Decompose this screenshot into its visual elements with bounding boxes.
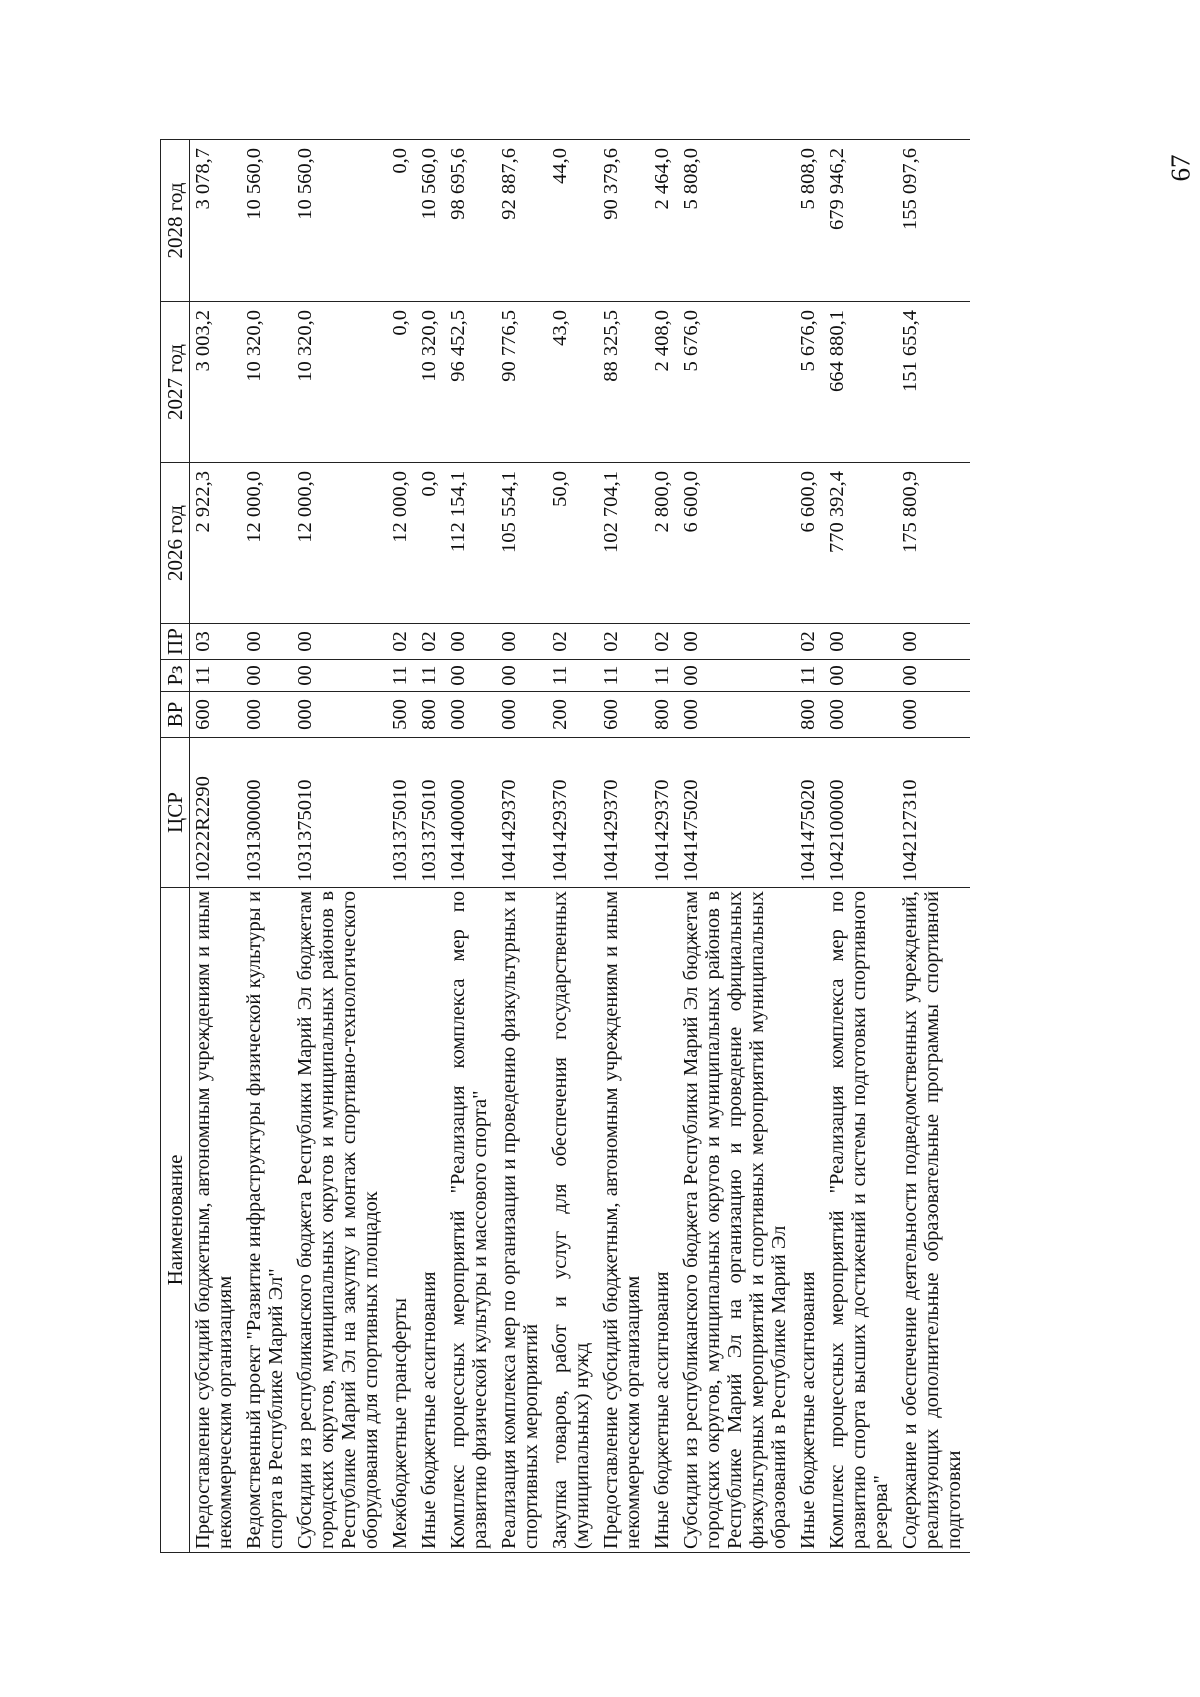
header-2028: 2028 год bbox=[161, 140, 190, 302]
row-2026: 0,0 bbox=[416, 463, 445, 624]
table-row bbox=[387, 140, 416, 1553]
row-csr: 1031375010 bbox=[416, 738, 445, 888]
row-csr: 1041475020 bbox=[678, 738, 795, 888]
row-name: Межбюджетные трансферты bbox=[387, 888, 416, 1553]
row-2026: 2 800,0 bbox=[649, 463, 678, 624]
table-row bbox=[416, 140, 445, 1553]
row-pr: 03 bbox=[190, 624, 242, 660]
row-2028: 90 379,6 bbox=[598, 140, 649, 302]
row-2028: 10 560,0 bbox=[241, 140, 292, 302]
row-2026: 12 000,0 bbox=[387, 463, 416, 624]
row-pr: 02 bbox=[547, 624, 598, 660]
row-pr: 00 bbox=[241, 624, 292, 660]
table-header bbox=[161, 140, 190, 1553]
row-name: Ведомственный проект "Развитие инфраструктуры физической культуры и спорта в Республике Марий Эл" bbox=[241, 888, 292, 1553]
row-2027: 90 776,5 bbox=[496, 302, 547, 463]
table-body bbox=[190, 140, 971, 1553]
row-pr: 00 bbox=[496, 624, 547, 660]
row-vr: 200 bbox=[547, 692, 598, 738]
row-vr: 000 bbox=[824, 692, 897, 738]
page-number: 67 bbox=[1165, 154, 1196, 182]
row-2027: 5 676,0 bbox=[795, 302, 824, 463]
row-2026: 112 154,1 bbox=[445, 463, 496, 624]
row-name: Иные бюджетные ассигнования bbox=[795, 888, 824, 1553]
row-2028: 10 560,0 bbox=[416, 140, 445, 302]
row-2027: 43,0 bbox=[547, 302, 598, 463]
row-csr: 10222R2290 bbox=[190, 738, 242, 888]
row-pr: 02 bbox=[598, 624, 649, 660]
row-2026: 50,0 bbox=[547, 463, 598, 624]
row-vr: 600 bbox=[190, 692, 242, 738]
row-rz: 11 bbox=[387, 660, 416, 692]
row-2027: 151 655,4 bbox=[897, 302, 970, 463]
rotated-page bbox=[160, 140, 970, 1553]
row-rz: 00 bbox=[678, 660, 795, 692]
row-2026: 105 554,1 bbox=[496, 463, 547, 624]
table-row bbox=[547, 140, 598, 1553]
row-pr: 00 bbox=[824, 624, 897, 660]
row-2026: 102 704,1 bbox=[598, 463, 649, 624]
table-row bbox=[649, 140, 678, 1553]
row-2027: 88 325,5 bbox=[598, 302, 649, 463]
row-pr: 02 bbox=[649, 624, 678, 660]
row-name: Иные бюджетные ассигнования bbox=[416, 888, 445, 1553]
row-2026: 12 000,0 bbox=[241, 463, 292, 624]
row-csr: 1041429370 bbox=[547, 738, 598, 888]
table-row bbox=[795, 140, 824, 1553]
budget-table bbox=[160, 139, 970, 1553]
row-name: Субсидии из республиканского бюджета Республики Марий Эл бюджетам городских округов, муниципальных округов и муниципальных районов в Республике Марий Эл на организацию и проведение официальных физкультурных мероприятий и спортивных мероприятий муниципальных образований в Республике Марий Эл bbox=[678, 888, 795, 1553]
row-name: Иные бюджетные ассигнования bbox=[649, 888, 678, 1553]
row-vr: 600 bbox=[598, 692, 649, 738]
row-2026: 770 392,4 bbox=[824, 463, 897, 624]
header-vr: ВР bbox=[161, 692, 190, 738]
row-name: Предоставление субсидий бюджетным, автономным учреждениям и иным некоммерческим организациям bbox=[190, 888, 242, 1553]
row-pr: 02 bbox=[387, 624, 416, 660]
row-csr: 1031375010 bbox=[387, 738, 416, 888]
row-2027: 2 408,0 bbox=[649, 302, 678, 463]
row-name: Реализация комплекса мер по организации и проведению физкультурных и спортивных мероприятий bbox=[496, 888, 547, 1553]
row-2028: 679 946,2 bbox=[824, 140, 897, 302]
row-csr: 1031300000 bbox=[241, 738, 292, 888]
table-row bbox=[598, 140, 649, 1553]
row-csr: 1041400000 bbox=[445, 738, 496, 888]
row-vr: 000 bbox=[897, 692, 970, 738]
row-2028: 2 464,0 bbox=[649, 140, 678, 302]
row-vr: 800 bbox=[416, 692, 445, 738]
row-rz: 00 bbox=[241, 660, 292, 692]
row-rz: 00 bbox=[897, 660, 970, 692]
row-2028: 155 097,6 bbox=[897, 140, 970, 302]
row-rz: 00 bbox=[496, 660, 547, 692]
row-2028: 5 808,0 bbox=[795, 140, 824, 302]
table-row bbox=[292, 140, 387, 1553]
header-2027: 2027 год bbox=[161, 302, 190, 463]
header-name: Наименование bbox=[161, 888, 190, 1553]
row-csr: 1041475020 bbox=[795, 738, 824, 888]
table-row bbox=[897, 140, 970, 1553]
row-name: Комплекс процессных мероприятий "Реализация комплекса мер по развитию спорта высших достижений и системы подготовки спортивного резерва" bbox=[824, 888, 897, 1553]
row-2026: 2 922,3 bbox=[190, 463, 242, 624]
row-2027: 3 003,2 bbox=[190, 302, 242, 463]
header-pr: ПР bbox=[161, 624, 190, 660]
row-rz: 00 bbox=[292, 660, 387, 692]
row-2027: 0,0 bbox=[387, 302, 416, 463]
row-rz: 00 bbox=[824, 660, 897, 692]
row-vr: 000 bbox=[496, 692, 547, 738]
row-name: Субсидии из республиканского бюджета Республики Марий Эл бюджетам городских округов, муниципальных округов и муниципальных районов в Республике Марий Эл на закупку и монтаж спортивно-технологического оборудования для спортивных площадок bbox=[292, 888, 387, 1553]
table-row bbox=[445, 140, 496, 1553]
row-pr: 00 bbox=[897, 624, 970, 660]
row-name: Предоставление субсидий бюджетным, автономным учреждениям и иным некоммерческим организациям bbox=[598, 888, 649, 1553]
row-vr: 800 bbox=[649, 692, 678, 738]
row-2027: 664 880,1 bbox=[824, 302, 897, 463]
row-vr: 800 bbox=[795, 692, 824, 738]
row-2026: 12 000,0 bbox=[292, 463, 387, 624]
row-name: Комплекс процессных мероприятий "Реализация комплекса мер по развитию физической культуры и массового спорта" bbox=[445, 888, 496, 1553]
table-row bbox=[190, 140, 242, 1553]
row-2026: 6 600,0 bbox=[795, 463, 824, 624]
row-pr: 02 bbox=[416, 624, 445, 660]
row-2028: 92 887,6 bbox=[496, 140, 547, 302]
row-2026: 6 600,0 bbox=[678, 463, 795, 624]
row-2028: 3 078,7 bbox=[190, 140, 242, 302]
table-row bbox=[678, 140, 795, 1553]
row-rz: 11 bbox=[649, 660, 678, 692]
row-pr: 02 bbox=[795, 624, 824, 660]
row-2028: 0,0 bbox=[387, 140, 416, 302]
table-row bbox=[241, 140, 292, 1553]
row-csr: 1041429370 bbox=[496, 738, 547, 888]
row-pr: 00 bbox=[292, 624, 387, 660]
row-2026: 175 800,9 bbox=[897, 463, 970, 624]
table-row bbox=[496, 140, 547, 1553]
row-rz: 00 bbox=[445, 660, 496, 692]
row-vr: 000 bbox=[445, 692, 496, 738]
row-2027: 5 676,0 bbox=[678, 302, 795, 463]
row-2028: 10 560,0 bbox=[292, 140, 387, 302]
row-name: Содержание и обеспечение деятельности подведомственных учреждений, реализующих дополнительные образовательные программы спортивной подготовки bbox=[897, 888, 970, 1553]
row-2027: 96 452,5 bbox=[445, 302, 496, 463]
header-csr: ЦСР bbox=[161, 738, 190, 888]
row-csr: 1042127310 bbox=[897, 738, 970, 888]
row-csr: 1041429370 bbox=[598, 738, 649, 888]
row-csr: 1041429370 bbox=[649, 738, 678, 888]
row-2028: 44,0 bbox=[547, 140, 598, 302]
row-2028: 98 695,6 bbox=[445, 140, 496, 302]
row-2028: 5 808,0 bbox=[678, 140, 795, 302]
row-2027: 10 320,0 bbox=[292, 302, 387, 463]
table-row bbox=[824, 140, 897, 1553]
header-2026: 2026 год bbox=[161, 463, 190, 624]
header-rz: Рз bbox=[161, 660, 190, 692]
row-2027: 10 320,0 bbox=[241, 302, 292, 463]
row-vr: 000 bbox=[678, 692, 795, 738]
row-rz: 11 bbox=[795, 660, 824, 692]
row-csr: 1042100000 bbox=[824, 738, 897, 888]
row-name: Закупка товаров, работ и услуг для обеспечения государственных (муниципальных) нужд bbox=[547, 888, 598, 1553]
header-row bbox=[161, 140, 190, 1553]
row-vr: 500 bbox=[387, 692, 416, 738]
row-rz: 11 bbox=[598, 660, 649, 692]
row-vr: 000 bbox=[292, 692, 387, 738]
row-2027: 10 320,0 bbox=[416, 302, 445, 463]
row-pr: 00 bbox=[445, 624, 496, 660]
row-rz: 11 bbox=[547, 660, 598, 692]
row-vr: 000 bbox=[241, 692, 292, 738]
row-rz: 11 bbox=[190, 660, 242, 692]
row-csr: 1031375010 bbox=[292, 738, 387, 888]
row-pr: 00 bbox=[678, 624, 795, 660]
row-rz: 11 bbox=[416, 660, 445, 692]
